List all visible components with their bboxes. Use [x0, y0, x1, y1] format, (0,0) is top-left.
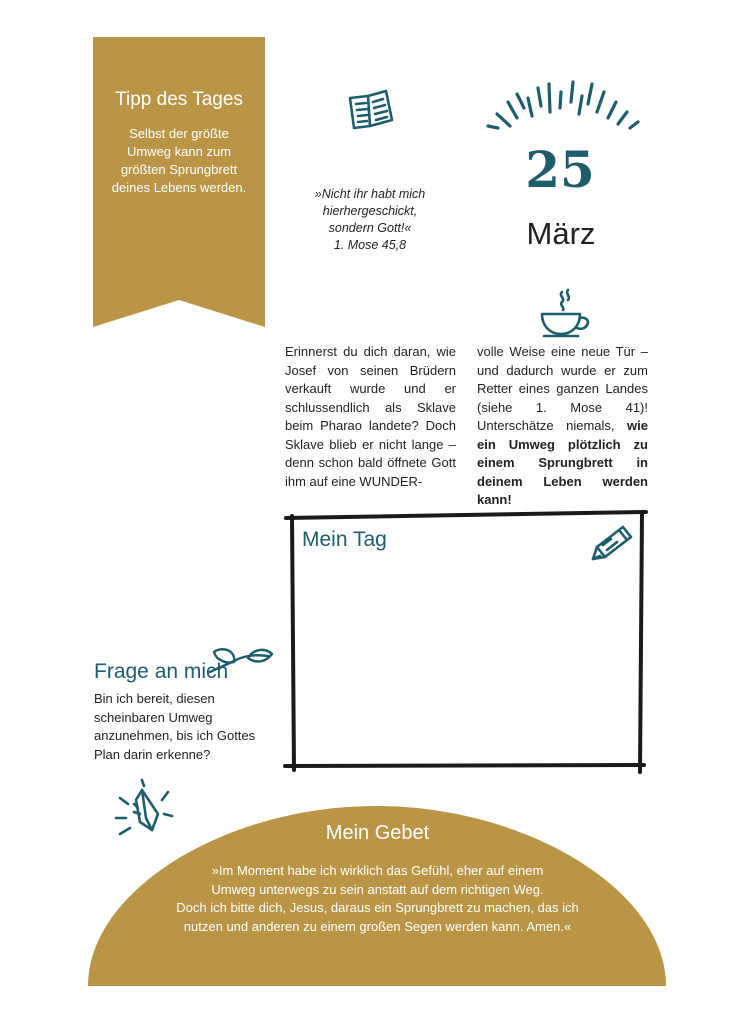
coffee-cup-icon: [538, 288, 594, 340]
devotion-highlight: wie ein Umweg plötzlich zu einem Sprungbrett in deinem Leben werden kann!: [477, 418, 648, 507]
devotion-column-2: [477, 343, 648, 510]
prayer-line: »Im Moment habe ich wirklich das Gefühl, eher auf einem: [211, 863, 544, 878]
prayer-line: Doch ich bitte dich, Jesus, daraus ein Sprungbrett zu machen, das ich: [176, 900, 579, 915]
question-title: Frage an mich: [94, 660, 229, 683]
prayer-title: Mein Gebet: [325, 822, 430, 844]
date-month: März: [526, 216, 596, 251]
sunburst-icon: [484, 78, 644, 138]
pencil-icon: [589, 521, 637, 563]
bible-verse: [300, 186, 440, 254]
prayer-line: nutzen und anderen zu einem großen Segen werden kann. Amen.«: [183, 918, 572, 934]
prayer-line: Umweg unterwegs zu sein anstatt auf dem richtigen Weg.: [211, 881, 544, 897]
my-day-title: Mein Tag: [302, 528, 387, 551]
devotion-column-1: Erinnerst du dich daran, wie Josef von seinen Brüdern verkauft wurde und er schlussendlich als Sklave beim Pharao landete? Doch Sklave blieb er nicht lange – denn schon bald öffnete Gott ihm auf eine WUNDER-: [285, 344, 456, 489]
book-icon: [346, 88, 394, 130]
verse-reference: 1. Mose 45,8: [333, 238, 407, 252]
verse-quote: »Nicht ihr habt mich hierhergeschickt, sondern Gott!«: [314, 187, 426, 235]
tip-text: Selbst der größte Umweg kann zum größten Sprungbrett deines Lebens werden.: [111, 126, 247, 195]
tip-banner: [93, 37, 265, 327]
question-text: Bin ich bereit, diesen scheinbaren Umweg anzunehmen, bis ich Gottes Plan darin erkenne?: [94, 691, 256, 762]
devotion-column-2-text: volle Weise eine neue Tür – und dadurch wurde er zum Retter eines ganzen Landes (siehe 1. Mose 41)! Unterschätze niemals,: [477, 344, 648, 433]
date-day: 25: [525, 140, 595, 199]
tip-title: Tipp des Tages: [115, 89, 243, 110]
prayer-text: [90, 862, 665, 936]
